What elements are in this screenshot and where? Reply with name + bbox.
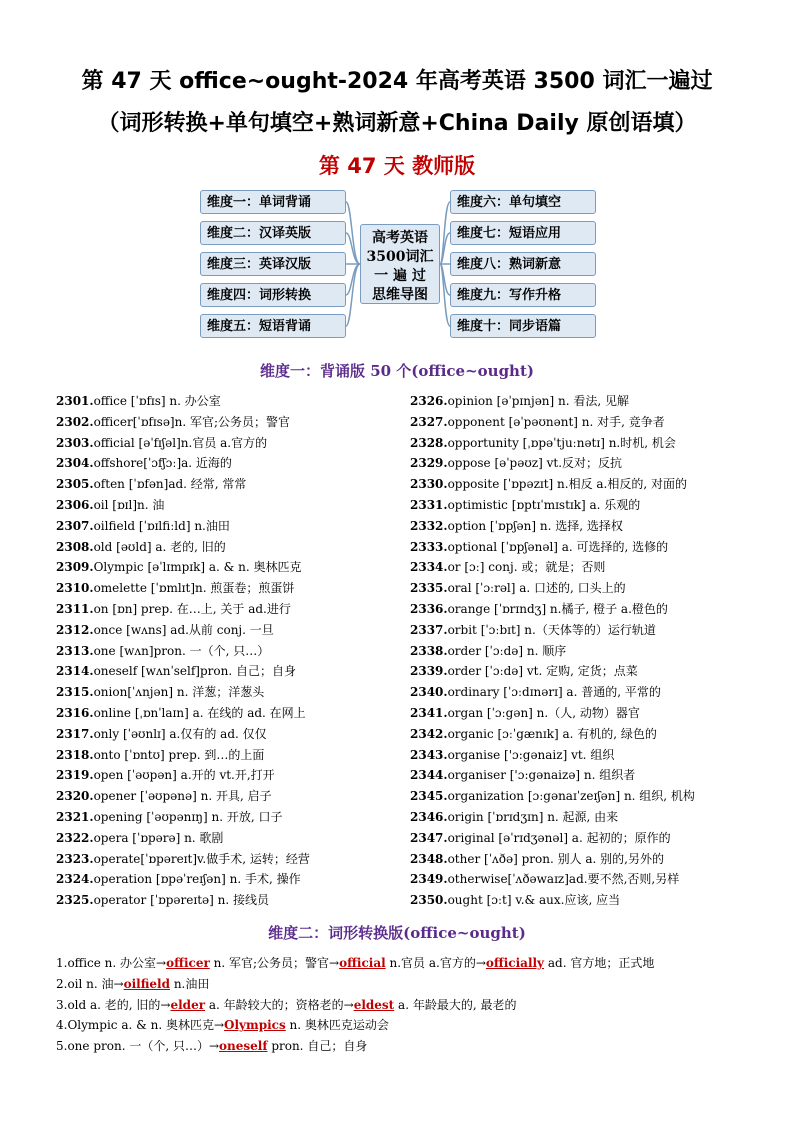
mind-map-node-2: 维度二：汉译英版 bbox=[200, 221, 346, 245]
vocab-text: oneself [wʌnˈself]pron. 自己；自身 bbox=[93, 664, 296, 679]
vocab-number: 2314. bbox=[56, 664, 94, 679]
vocab-entry bbox=[56, 412, 310, 433]
mind-map-node-7: 维度七：短语应用 bbox=[450, 221, 596, 245]
form-text: a. 年龄最大的, 最老的 bbox=[394, 997, 517, 1012]
vocab-text: omelette [ˈɒmlɪt]n. 煎蛋卷；煎蛋饼 bbox=[93, 581, 295, 596]
vocab-number: 2304. bbox=[56, 456, 94, 471]
vocab-number: 2348. bbox=[410, 851, 448, 866]
mind-map-node-1: 维度一：单词背诵 bbox=[200, 190, 346, 214]
vocab-entry bbox=[410, 391, 695, 412]
mind-map-center bbox=[360, 224, 440, 304]
vocab-entry bbox=[410, 474, 695, 495]
vocab-text: orbit [ˈɔːbɪt] n.（天体等的）运行轨道 bbox=[447, 622, 656, 637]
vocab-text: oral [ˈɔːrəl] a. 口述的, 口头上的 bbox=[447, 581, 626, 596]
vocab-text: order [ˈɔːdə] vt. 定购, 定货；点菜 bbox=[447, 664, 638, 679]
vocab-text: Olympic [əˈlɪmpɪk] a. & n. 奥林匹克 bbox=[93, 560, 302, 575]
vocab-number: 2301. bbox=[56, 394, 94, 408]
word-form-item bbox=[56, 953, 654, 974]
vocab-text: otherwise[ˈʌðəwaɪz]ad.要不然,否则,另样 bbox=[447, 872, 680, 887]
vocab-text: oil [ɒɪl]n. 油 bbox=[93, 497, 165, 512]
vocab-entry bbox=[56, 599, 310, 620]
vocab-number: 2336. bbox=[410, 601, 448, 616]
vocab-number: 2346. bbox=[410, 809, 448, 824]
vocab-number: 2335. bbox=[410, 581, 448, 596]
vocab-text: operate[ˈɒpəreɪt]v.做手术, 运转；经营 bbox=[93, 851, 310, 866]
vocab-number: 2345. bbox=[410, 789, 448, 804]
vocab-text: organ [ˈɔːgən] n.（人, 动物）器官 bbox=[447, 705, 640, 720]
vocab-text: organiser ['ɔ:gənaizə] n. 组织者 bbox=[447, 768, 636, 783]
vocab-text: opera [ˈɒpərə] n. 歌剧 bbox=[93, 830, 224, 845]
vocab-number: 2343. bbox=[410, 747, 448, 762]
vocab-text: on [ɒn] prep. 在…上, 关于 ad.进行 bbox=[93, 601, 291, 616]
vocab-entry bbox=[410, 703, 695, 724]
edition-title: 第 47 天 教师版 bbox=[318, 154, 476, 178]
answer-word: oneself bbox=[219, 1039, 268, 1054]
vocab-entry bbox=[56, 433, 310, 454]
vocab-entry bbox=[410, 682, 695, 703]
vocab-entry bbox=[410, 620, 695, 641]
vocab-entry bbox=[56, 474, 310, 495]
vocab-text: operator [ˈɒpəreɪtə] n. 接线员 bbox=[93, 893, 269, 908]
mind-map-node-9: 维度九：写作升格 bbox=[450, 283, 596, 307]
vocab-text: opener [ˈəʊpənə] n. 开具, 启子 bbox=[93, 789, 272, 804]
vocab-entry bbox=[56, 641, 310, 662]
vocab-entry bbox=[410, 807, 695, 828]
page-subtitle: （词形转换+单句填空+熟词新意+China Daily 原创语填） bbox=[97, 111, 697, 136]
vocab-number: 2316. bbox=[56, 705, 94, 720]
vocab-number: 2305. bbox=[56, 477, 94, 492]
form-text: a. 年龄较大的；资格老的→ bbox=[205, 997, 354, 1012]
vocab-number: 2328. bbox=[410, 435, 448, 450]
mind-map-node-5: 维度五：短语背诵 bbox=[200, 314, 346, 338]
mind-map-node-4: 维度四：词形转换 bbox=[200, 283, 346, 307]
vocab-text: oilfield [ˈɒɪlfiːld] n.油田 bbox=[93, 518, 230, 533]
vocab-text: other [ˈʌðə] pron. 别人 a. 别的,另外的 bbox=[447, 851, 665, 866]
vocab-entry bbox=[56, 620, 310, 641]
vocab-number: 2327. bbox=[410, 414, 448, 429]
vocab-number: 2317. bbox=[56, 726, 94, 741]
vocab-entry bbox=[410, 516, 695, 537]
vocab-entry bbox=[410, 828, 695, 849]
form-text: 5.one pron. 一（个, 只…）→ bbox=[56, 1039, 220, 1054]
mind-map-center-line: 高考英语 bbox=[372, 230, 428, 246]
vocab-number: 2337. bbox=[410, 622, 448, 637]
form-text: 1.office n. 办公室→ bbox=[56, 956, 167, 970]
vocab-number: 2334. bbox=[410, 560, 448, 575]
vocab-text: optimistic [ɒptɪˈmɪstɪk] a. 乐观的 bbox=[447, 497, 641, 512]
mind-map-center-line: 3500词汇 bbox=[366, 249, 434, 265]
vocab-entry bbox=[56, 849, 310, 870]
vocab-number: 2331. bbox=[410, 497, 448, 512]
vocab-number: 2344. bbox=[410, 768, 448, 783]
vocab-text: opposite [ˈɒpəzɪt] n.相反 a.相反的, 对面的 bbox=[447, 477, 688, 492]
vocab-text: organise ['ɔ:gənaiz] vt. 组织 bbox=[447, 747, 615, 762]
vocab-entry bbox=[410, 537, 695, 558]
vocab-entry bbox=[410, 557, 695, 578]
vocab-number: 2311. bbox=[56, 601, 94, 616]
vocab-entry bbox=[410, 869, 695, 890]
vocab-number: 2302. bbox=[56, 414, 94, 429]
vocab-entry bbox=[410, 849, 695, 870]
vocab-entry bbox=[56, 516, 310, 537]
mind-map-node-6: 维度六：单句填空 bbox=[450, 190, 596, 214]
mind-map-center-line: 思维导图 bbox=[372, 287, 428, 303]
vocab-entry bbox=[56, 786, 310, 807]
mind-map-center-line: 一 遍 过 bbox=[374, 268, 426, 284]
vocab-entry bbox=[410, 453, 695, 474]
vocab-number: 2318. bbox=[56, 747, 94, 762]
mind-map bbox=[200, 188, 596, 340]
vocab-entry bbox=[410, 724, 695, 745]
vocab-number: 2332. bbox=[410, 518, 448, 533]
vocab-number: 2308. bbox=[56, 539, 94, 554]
section-1-title: 维度一：背诵版 50 个(office~ought) bbox=[259, 362, 534, 380]
vocab-entry bbox=[56, 703, 310, 724]
form-text: n.官员 a.官方的→ bbox=[385, 956, 486, 970]
vocab-number: 2306. bbox=[56, 497, 94, 512]
vocab-entry bbox=[56, 578, 310, 599]
vocab-entry bbox=[56, 828, 310, 849]
vocab-number: 2330. bbox=[410, 477, 448, 492]
word-form-item bbox=[56, 1015, 654, 1036]
vocab-number: 2319. bbox=[56, 768, 94, 783]
vocab-column-right bbox=[410, 391, 695, 911]
vocab-number: 2315. bbox=[56, 685, 94, 700]
vocab-entry bbox=[56, 869, 310, 890]
vocab-number: 2333. bbox=[410, 539, 448, 554]
vocab-number: 2349. bbox=[410, 872, 448, 887]
vocab-entry bbox=[410, 433, 695, 454]
answer-word: officially bbox=[485, 956, 545, 970]
mind-map-node-3: 维度三：英译汉版 bbox=[200, 252, 346, 276]
vocab-entry bbox=[56, 890, 310, 911]
vocab-entry bbox=[410, 412, 695, 433]
vocab-text: organization [ɔːgənaɪˈzeɪʃən] n. 组织, 机构 bbox=[447, 789, 695, 804]
mind-map-node-8: 维度八：熟词新意 bbox=[450, 252, 596, 276]
vocab-text: officer[ˈɒfɪsə]n. 军官;公务员；警官 bbox=[93, 414, 291, 429]
vocab-entry bbox=[410, 641, 695, 662]
vocab-text: offshore[ˈɔfʃɔː]a. 近海的 bbox=[93, 456, 232, 471]
vocab-entry bbox=[56, 682, 310, 703]
vocab-text: once [wʌns] ad.从前 conj. 一旦 bbox=[93, 622, 274, 637]
vocab-number: 2321. bbox=[56, 809, 94, 824]
vocab-number: 2340. bbox=[410, 685, 448, 700]
vocab-text: orange [ˈɒrɪndʒ] n.橘子, 橙子 a.橙色的 bbox=[447, 601, 668, 616]
vocab-text: often [ˈɒfən]ad. 经常, 常常 bbox=[93, 477, 247, 492]
vocab-entry bbox=[56, 765, 310, 786]
vocab-number: 2350. bbox=[410, 893, 448, 908]
vocab-number: 2312. bbox=[56, 622, 94, 637]
vocab-text: origin [ˈɒrɪdʒɪn] n. 起源, 由来 bbox=[447, 809, 619, 824]
vocab-entry bbox=[410, 745, 695, 766]
vocab-number: 2326. bbox=[410, 394, 448, 408]
vocab-column-left bbox=[56, 391, 310, 911]
vocab-number: 2329. bbox=[410, 456, 448, 471]
vocab-number: 2322. bbox=[56, 830, 94, 845]
vocab-entry bbox=[56, 391, 310, 412]
vocab-text: organic [ɔːˈgænɪk] a. 有机的, 绿色的 bbox=[447, 726, 657, 741]
vocab-text: only [ˈəʊnlɪ] a.仅有的 ad. 仅仅 bbox=[93, 726, 267, 741]
vocab-text: operation [ɒpəˈreɪʃən] n. 手术, 操作 bbox=[93, 872, 301, 887]
vocab-text: optional [ˈɒpʃənəl] a. 可选择的, 选修的 bbox=[447, 539, 669, 554]
vocab-number: 2307. bbox=[56, 518, 94, 533]
answer-word: elder bbox=[170, 997, 206, 1012]
vocab-text: old [əʊld] a. 老的, 旧的 bbox=[93, 539, 226, 554]
vocab-number: 2342. bbox=[410, 726, 448, 741]
vocab-text: onto [ˈɒntʊ] prep. 到…的上面 bbox=[93, 747, 265, 762]
vocab-text: ought [ɔːt] v.& aux.应该, 应当 bbox=[447, 893, 621, 908]
form-text: ad. 官方地；正式地 bbox=[544, 956, 655, 970]
vocab-text: opponent [əˈpəʊnənt] n. 对手, 竞争者 bbox=[447, 414, 665, 429]
word-forms-list bbox=[56, 953, 654, 1057]
answer-word: official bbox=[339, 956, 386, 970]
vocab-entry bbox=[410, 786, 695, 807]
vocab-entry bbox=[56, 495, 310, 516]
form-text: 2.oil n. 油→ bbox=[56, 976, 124, 991]
vocab-text: oppose [əˈpəʊz] vt.反对；反抗 bbox=[447, 456, 623, 471]
mind-map-node-10: 维度十：同步语篇 bbox=[450, 314, 596, 338]
vocab-number: 2339. bbox=[410, 664, 448, 679]
form-text: 3.old a. 老的, 旧的→ bbox=[56, 997, 171, 1012]
vocab-number: 2313. bbox=[56, 643, 94, 658]
vocab-text: official [əˈfɪʃəl]n.官员 a.官方的 bbox=[93, 435, 268, 450]
vocab-entry bbox=[410, 661, 695, 682]
vocab-entry bbox=[56, 807, 310, 828]
answer-word: officer bbox=[166, 956, 210, 970]
form-text: n. 奥林匹克运动会 bbox=[285, 1018, 389, 1033]
form-text: pron. 自己；自身 bbox=[267, 1039, 368, 1054]
answer-word: eldest bbox=[353, 997, 395, 1012]
vocab-text: onion[ˈʌnjən] n. 洋葱；洋葱头 bbox=[93, 685, 265, 700]
word-form-item bbox=[56, 974, 654, 995]
vocab-number: 2310. bbox=[56, 581, 94, 596]
vocab-number: 2325. bbox=[56, 893, 94, 908]
vocab-number: 2320. bbox=[56, 789, 94, 804]
vocab-entry bbox=[56, 745, 310, 766]
vocab-number: 2341. bbox=[410, 705, 448, 720]
form-text: n.油田 bbox=[170, 976, 210, 991]
form-text: 4.Olympic a. & n. 奥林匹克→ bbox=[56, 1018, 225, 1033]
vocab-entry bbox=[56, 661, 310, 682]
word-form-item bbox=[56, 995, 654, 1016]
vocab-number: 2347. bbox=[410, 830, 448, 845]
answer-word: Olympics bbox=[224, 1018, 286, 1033]
form-text: n. 军官;公务员；警官→ bbox=[209, 956, 340, 970]
vocab-number: 2303. bbox=[56, 435, 94, 450]
vocab-text: original [əˈrɪdʒənəl] a. 起初的；原作的 bbox=[447, 830, 671, 845]
vocab-text: opening [ˈəʊpənɪŋ] n. 开放, 口子 bbox=[93, 809, 283, 824]
vocab-text: ordinary [ˈɔːdɪnərɪ] a. 普通的, 平常的 bbox=[447, 685, 661, 700]
vocab-entry bbox=[410, 495, 695, 516]
vocab-text: order [ˈɔːdə] n. 顺序 bbox=[447, 643, 567, 658]
vocab-text: or [ɔː] conj. 或；就是；否则 bbox=[447, 560, 606, 575]
vocab-number: 2324. bbox=[56, 872, 94, 887]
vocab-entry bbox=[410, 890, 695, 911]
vocab-entry bbox=[56, 453, 310, 474]
vocab-text: online [ˌɒnˈlaɪn] a. 在线的 ad. 在网上 bbox=[93, 705, 306, 720]
vocab-entry bbox=[410, 599, 695, 620]
vocab-text: opinion [əˈpɪnjən] n. 看法, 见解 bbox=[447, 394, 630, 408]
vocab-entry bbox=[56, 724, 310, 745]
vocab-number: 2338. bbox=[410, 643, 448, 658]
vocab-text: option [ˈɒpʃən] n. 选择, 选择权 bbox=[447, 518, 623, 533]
vocab-text: one [wʌn]pron. 一（个, 只…） bbox=[93, 643, 270, 658]
vocab-text: office [ˈɒfɪs] n. 办公室 bbox=[93, 394, 221, 408]
vocab-text: opportunity [ˌɒpəˈtjuːnətɪ] n.时机, 机会 bbox=[447, 435, 676, 450]
vocab-entry bbox=[56, 537, 310, 558]
vocab-entry bbox=[410, 578, 695, 599]
vocab-number: 2309. bbox=[56, 560, 94, 575]
answer-word: oilfield bbox=[123, 976, 171, 991]
vocab-entry bbox=[56, 557, 310, 578]
page-title: 第 47 天 office~ought-2024 年高考英语 3500 词汇一遍过 bbox=[81, 69, 713, 94]
vocab-number: 2323. bbox=[56, 851, 94, 866]
section-2-title: 维度二：词形转换版(office~ought) bbox=[268, 924, 526, 942]
word-form-item bbox=[56, 1036, 654, 1057]
vocab-entry bbox=[410, 765, 695, 786]
vocab-text: open [ˈəʊpən] a.开的 vt.开,打开 bbox=[93, 768, 275, 783]
